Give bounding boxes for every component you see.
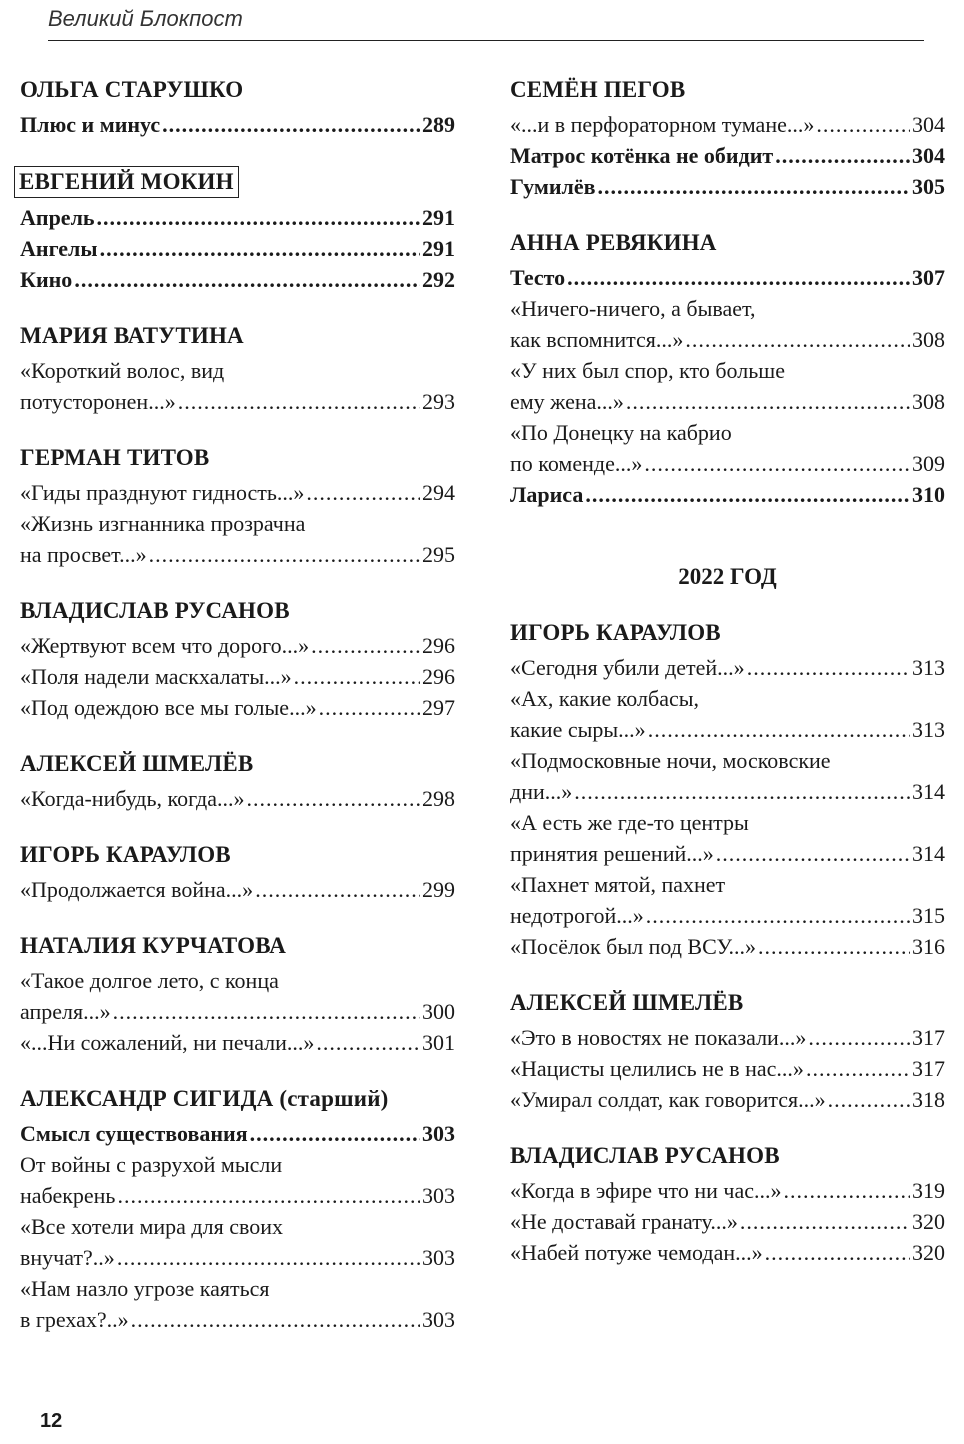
entry-title: по коменде...»: [510, 451, 643, 476]
author-heading: МАРИЯ ВАТУТИНА: [20, 323, 244, 348]
entry-title: «Сегодня убили детей...»: [510, 655, 745, 680]
toc-section: [510, 75, 945, 202]
toc-section: [20, 840, 455, 905]
dot-leader: [747, 652, 910, 683]
dot-leader: [828, 1084, 910, 1115]
toc-left-column: [20, 75, 455, 1361]
page-ref: 289: [422, 112, 455, 137]
toc-entry[interactable]: [510, 171, 945, 202]
entry-title: «Жертвуют всем что дорого...»: [20, 633, 310, 658]
entry-title: Плюс и минус: [20, 112, 161, 137]
page-ref: 295: [422, 542, 455, 567]
entry-title: апреля...»: [20, 999, 111, 1024]
toc-entry[interactable]: [20, 355, 455, 417]
page-ref: 318: [912, 1087, 945, 1112]
entry-title-line: «У них был спор, кто больше: [510, 358, 785, 383]
toc-entry[interactable]: [510, 807, 945, 869]
dot-leader: [784, 1175, 911, 1206]
page-ref: 314: [912, 779, 945, 804]
entry-title: Кино: [20, 267, 73, 292]
toc-entry[interactable]: [510, 479, 945, 510]
page-ref: 307: [912, 265, 945, 290]
toc-section: [20, 166, 455, 295]
page-ref: 317: [912, 1056, 945, 1081]
dot-leader: [149, 539, 420, 570]
toc-section: [20, 749, 455, 814]
author-heading: АЛЕКСАНДР СИГИДА (старший): [20, 1086, 389, 1111]
dot-leader: [765, 1237, 910, 1268]
dot-leader: [585, 479, 910, 510]
toc-entry[interactable]: [510, 1022, 945, 1053]
entry-title: как вспомнится...»: [510, 327, 684, 352]
dot-leader: [685, 324, 910, 355]
entry-title: Матрос котёнка не обидит: [510, 143, 774, 168]
author-heading: АЛЕКСЕЙ ШМЕЛЁВ: [20, 751, 254, 776]
dot-leader: [775, 140, 910, 171]
page-ref: 291: [422, 205, 455, 230]
dot-leader: [758, 931, 910, 962]
dot-leader: [806, 1053, 910, 1084]
dot-leader: [648, 714, 910, 745]
entry-title: ему жена...»: [510, 389, 624, 414]
page-ref: 294: [422, 480, 455, 505]
toc-entry[interactable]: [20, 109, 455, 140]
entry-title: дни...»: [510, 779, 573, 804]
toc-entry[interactable]: [20, 1211, 455, 1273]
page-ref: 301: [422, 1030, 455, 1055]
author-heading: ЕВГЕНИЙ МОКИН: [14, 166, 239, 198]
entry-title: «Умирал солдат, как говорится...»: [510, 1087, 826, 1112]
dot-leader: [598, 171, 910, 202]
entry-title: Апрель: [20, 205, 95, 230]
page-ref: 308: [912, 389, 945, 414]
toc-entry[interactable]: [510, 652, 945, 683]
page-ref: 305: [912, 174, 945, 199]
toc-entry[interactable]: [20, 202, 455, 233]
entry-title: набекрень: [20, 1183, 116, 1208]
toc-entry[interactable]: [510, 1175, 945, 1206]
entry-title-line: «Такое долгое лето, с конца: [20, 968, 279, 993]
dot-leader: [808, 1022, 910, 1053]
toc-section: [510, 618, 945, 962]
author-heading: ИГОРЬ КАРАУЛОВ: [510, 620, 721, 645]
page-number: 12: [40, 1410, 63, 1432]
dot-leader: [255, 874, 420, 905]
dot-leader: [294, 661, 420, 692]
dot-leader: [716, 838, 910, 869]
page-ref: 309: [912, 451, 945, 476]
toc-entry[interactable]: [20, 630, 455, 661]
page-ref: 319: [912, 1178, 945, 1203]
toc-entry[interactable]: [20, 508, 455, 570]
toc-entry[interactable]: [510, 140, 945, 171]
year-heading: 2022 ГОД: [678, 564, 777, 589]
entry-title: «...Ни сожалений, ни печали...»: [20, 1030, 315, 1055]
entry-title-line: «А есть же где-то центры: [510, 810, 749, 835]
toc-entry[interactable]: [20, 1027, 455, 1058]
page-ref: 304: [912, 143, 945, 168]
toc-entry[interactable]: [510, 1084, 945, 1115]
entry-title: Ангелы: [20, 236, 98, 261]
toc-entry[interactable]: [20, 965, 455, 1027]
entry-title: Гумилёв: [510, 174, 596, 199]
dot-leader: [316, 1027, 420, 1058]
toc-section: [20, 596, 455, 723]
page-ref: 310: [912, 482, 945, 507]
dot-leader: [816, 109, 910, 140]
page-ref: 320: [912, 1240, 945, 1265]
page-ref: 315: [912, 903, 945, 928]
author-heading: АННА РЕВЯКИНА: [510, 230, 717, 255]
entry-title-line: «Короткий волос, вид: [20, 358, 225, 383]
page-ref: 316: [912, 934, 945, 959]
toc-entry[interactable]: [510, 931, 945, 962]
page-ref: 317: [912, 1025, 945, 1050]
toc-entry[interactable]: [510, 109, 945, 140]
toc-section: [510, 228, 945, 510]
toc-entry[interactable]: [20, 874, 455, 905]
dot-leader: [131, 1304, 420, 1335]
entry-title-line: «По Донецку на кабрио: [510, 420, 732, 445]
dot-leader: [117, 1180, 420, 1211]
page-ref: 320: [912, 1209, 945, 1234]
entry-title: «Поля надели маскхалаты...»: [20, 664, 292, 689]
toc-entry[interactable]: [510, 869, 945, 931]
dot-leader: [250, 1118, 420, 1149]
page-ref: 303: [422, 1121, 455, 1146]
entry-title: «Нацисты целились не в нас...»: [510, 1056, 804, 1081]
page-ref: 298: [422, 786, 455, 811]
entry-title: Тесто: [510, 265, 566, 290]
toc-section: [20, 931, 455, 1058]
dot-leader: [306, 477, 420, 508]
toc-right-column: [510, 75, 945, 1294]
dot-leader: [319, 692, 420, 723]
dot-leader: [162, 109, 420, 140]
toc-entry[interactable]: [20, 1273, 455, 1335]
toc-entry[interactable]: [510, 1237, 945, 1268]
page-ref: 304: [912, 112, 945, 137]
author-heading: ИГОРЬ КАРАУЛОВ: [20, 842, 231, 867]
page-ref: 300: [422, 999, 455, 1024]
toc-entry[interactable]: [510, 745, 945, 807]
toc-entry[interactable]: [20, 661, 455, 692]
toc-section: [20, 443, 455, 570]
entry-title: «Под одеждою все мы голые...»: [20, 695, 317, 720]
toc-entry[interactable]: [20, 264, 455, 295]
dot-leader: [740, 1206, 910, 1237]
dot-leader: [113, 996, 420, 1027]
dot-leader: [117, 1242, 420, 1273]
entry-title-line: «Жизнь изгнанника прозрачна: [20, 511, 306, 536]
page-ref: 292: [422, 267, 455, 292]
toc-entry[interactable]: [510, 262, 945, 293]
entry-title: на просвет...»: [20, 542, 147, 567]
entry-title: какие сыры...»: [510, 717, 646, 742]
toc-entry[interactable]: [510, 417, 945, 479]
entry-title: «Когда-нибудь, когда...»: [20, 786, 245, 811]
entry-title-line: От войны с разрухой мысли: [20, 1152, 283, 1177]
entry-title: недотрогой...»: [510, 903, 644, 928]
toc-entry[interactable]: [20, 233, 455, 264]
dot-leader: [626, 386, 910, 417]
toc-entry[interactable]: [20, 692, 455, 723]
toc-section: [20, 75, 455, 140]
toc-entry[interactable]: [20, 783, 455, 814]
page-ref: 314: [912, 841, 945, 866]
page-ref: 313: [912, 655, 945, 680]
dot-leader: [311, 630, 420, 661]
dot-leader: [97, 202, 420, 233]
entry-title-line: «Ах, какие колбасы,: [510, 686, 699, 711]
author-heading: ГЕРМАН ТИТОВ: [20, 445, 210, 470]
toc-entry[interactable]: [510, 683, 945, 745]
entry-title: «Это в новостях не показали...»: [510, 1025, 807, 1050]
dot-leader: [100, 233, 420, 264]
entry-title: Смысл существования: [20, 1121, 248, 1146]
entry-title: «Когда в эфире что ни час...»: [510, 1178, 782, 1203]
page-ref: 308: [912, 327, 945, 352]
toc-section: [510, 1141, 945, 1268]
entry-title-line: «Все хотели мира для своих: [20, 1214, 284, 1239]
entry-title-line: «Нам назло угрозе каяться: [20, 1276, 270, 1301]
entry-title: «Посёлок был под ВСУ...»: [510, 934, 756, 959]
dot-leader: [74, 264, 420, 295]
entry-title-line: «Ничего-ничего, а бывает,: [510, 296, 756, 321]
toc-entry[interactable]: [20, 1118, 455, 1149]
entry-title: «Не доставай гранату...»: [510, 1209, 738, 1234]
entry-title: Лариса: [510, 482, 584, 507]
page-ref: 293: [422, 389, 455, 414]
author-heading: НАТАЛИЯ КУРЧАТОВА: [20, 933, 287, 958]
entry-title: «Гиды празднуют гидность...»: [20, 480, 305, 505]
dot-leader: [178, 386, 420, 417]
author-heading: АЛЕКСЕЙ ШМЕЛЁВ: [510, 990, 744, 1015]
entry-title: потусторонен...»: [20, 389, 176, 414]
dot-leader: [574, 776, 910, 807]
page-ref: 297: [422, 695, 455, 720]
page-ref: 303: [422, 1183, 455, 1208]
dot-leader: [644, 448, 910, 479]
toc-section: [510, 988, 945, 1115]
entry-title: в грехах?..»: [20, 1307, 129, 1332]
page-ref: 299: [422, 877, 455, 902]
header-rule: [48, 40, 924, 41]
page-ref: 303: [422, 1245, 455, 1270]
toc-entry[interactable]: [510, 1206, 945, 1237]
entry-title: принятия решений...»: [510, 841, 714, 866]
author-heading: СЕМЁН ПЕГОВ: [510, 77, 686, 102]
author-heading: ОЛЬГА СТАРУШКО: [20, 77, 244, 102]
page-ref: 303: [422, 1307, 455, 1332]
toc-entry[interactable]: [20, 1149, 455, 1211]
entry-title: внучат?..»: [20, 1245, 115, 1270]
entry-title: «...и в перфораторном тумане...»: [510, 112, 815, 137]
author-heading: ВЛАДИСЛАВ РУСАНОВ: [510, 1143, 780, 1168]
dot-leader: [567, 262, 910, 293]
entry-title: «Набей потуже чемодан...»: [510, 1240, 763, 1265]
entry-title: «Продолжается война...»: [20, 877, 254, 902]
toc-section: [20, 1084, 455, 1335]
author-heading: ВЛАДИСЛАВ РУСАНОВ: [20, 598, 290, 623]
toc-section: [20, 321, 455, 417]
dot-leader: [646, 900, 910, 931]
page-ref: 296: [422, 633, 455, 658]
entry-title-line: «Пахнет мятой, пахнет: [510, 872, 726, 897]
toc-entry[interactable]: [510, 355, 945, 417]
running-header: Великий Блокпост: [48, 6, 243, 31]
dot-leader: [247, 783, 421, 814]
entry-title-line: «Подмосковные ночи, московские: [510, 748, 831, 773]
page-ref: 313: [912, 717, 945, 742]
toc-entry[interactable]: [510, 1053, 945, 1084]
page-ref: 296: [422, 664, 455, 689]
toc-entry[interactable]: [510, 293, 945, 355]
toc-entry[interactable]: [20, 477, 455, 508]
page-ref: 291: [422, 236, 455, 261]
